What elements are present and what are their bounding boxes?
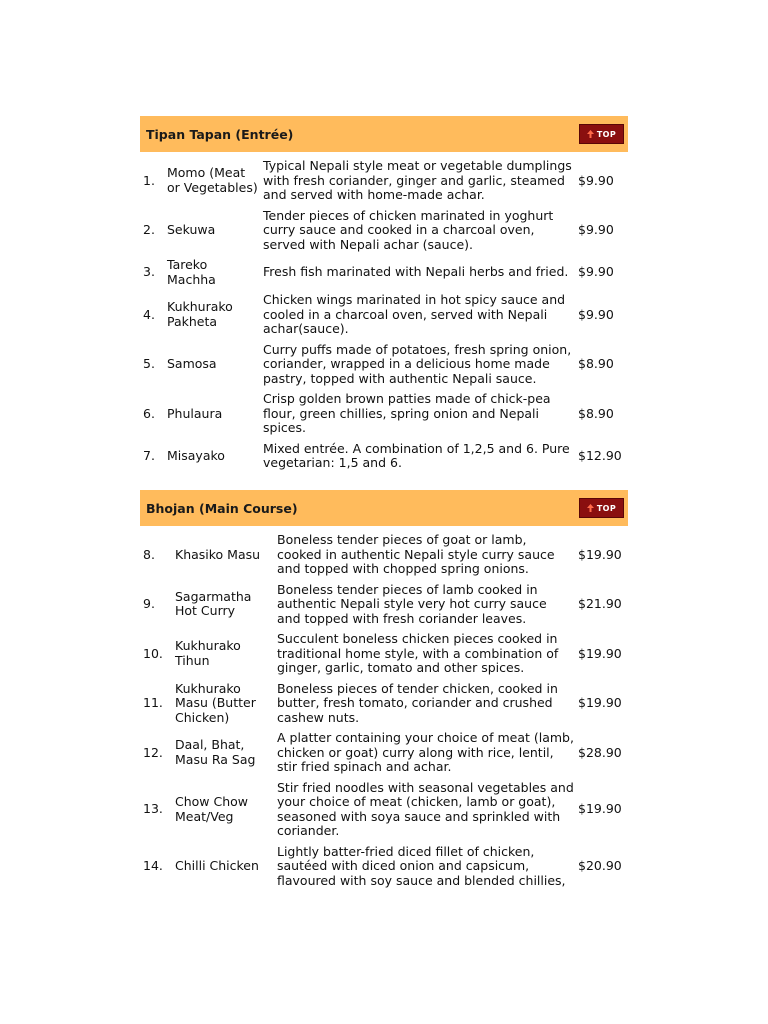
item-number: 14. [143, 858, 163, 873]
menu-item-row [140, 580, 628, 630]
arrow-up-icon [587, 504, 594, 512]
item-price: $9.90 [578, 264, 614, 280]
top-button-label: TOP [596, 129, 617, 139]
item-price: $28.90 [578, 744, 622, 760]
item-number: 4. [143, 306, 155, 322]
menu-item-row [140, 290, 628, 340]
menu-item-row [140, 389, 628, 439]
arrow-up-icon [587, 130, 594, 138]
item-name: Kukhurako Pakheta [167, 299, 233, 329]
item-description: Boneless tender pieces of lamb cooked in authentic Nepali style very hot curry sauce and topped with fresh coriander leaves. [277, 581, 547, 626]
item-description: Boneless pieces of tender chicken, cooked in butter, fresh tomato, coriander and crushed cashew nuts. [277, 680, 558, 725]
menu-item-row [140, 629, 628, 679]
item-name: Momo (Meat or Vegetables) [167, 165, 258, 195]
menu-item-row [140, 728, 628, 778]
item-name: Chow Chow Meat/Veg [175, 794, 249, 824]
menu-item-row [140, 530, 628, 580]
item-number: 2. [143, 222, 155, 237]
entree-list [140, 156, 628, 474]
item-name: Tareko Machha [167, 257, 216, 287]
item-description: Typical Nepali style meat or vegetable dumplings with fresh coriander, ginger and garlic, steamed and served with home-made achar. [263, 158, 572, 202]
item-price: $19.90 [578, 546, 622, 562]
item-description: Boneless tender pieces of goat or lamb, cooked in authentic Nepali style curry sauce and topped with chopped spring onions. [277, 532, 555, 576]
main-course-list [140, 530, 628, 891]
item-name: Misayako [167, 447, 225, 463]
item-name: Sagarmatha Hot Curry [175, 588, 252, 619]
item-name: Daal, Bhat, Masu Ra Sag [175, 737, 256, 767]
item-price: $9.90 [578, 222, 614, 237]
item-price: $9.90 [578, 172, 614, 188]
menu-item-row [140, 679, 628, 729]
menu-item-row [140, 340, 628, 390]
item-price: $21.90 [578, 596, 622, 611]
menu-item-row [140, 255, 628, 290]
item-name: Chilli Chicken [175, 858, 259, 873]
item-price: $12.90 [578, 447, 622, 463]
item-number: 1. [143, 172, 155, 188]
menu-item-row [140, 439, 628, 474]
entree-section-title: Tipan Tapan (Entrée) [146, 126, 294, 142]
item-name: Kukhurako Masu (Butter Chicken) [175, 680, 256, 725]
item-number: 9. [143, 596, 155, 611]
entree-section-header [140, 116, 628, 152]
item-name: Phulaura [167, 405, 223, 421]
item-description: Curry puffs made of potatoes, fresh spring onion, coriander, wrapped in a delicious home made pastry, topped with authentic Nepali sauce. [263, 341, 572, 386]
item-description: Mixed entrée. A combination of 1,2,5 and 6. Pure vegetarian: 1,5 and 6. [263, 440, 570, 470]
top-button-label: TOP [596, 503, 617, 513]
item-description: Tender pieces of chicken marinated in yoghurt curry sauce and cooked in a charcoal oven, served with Nepali achar (sauce). [263, 207, 554, 252]
main-course-section [140, 490, 628, 891]
item-price: $19.90 [578, 695, 622, 710]
item-description: Stir fried noodles with seasonal vegetables and your choice of meat (chicken, lamb or goat), seasoned with soya sauce and sprinkled with coriander. [277, 779, 574, 838]
main-course-section-title: Bhojan (Main Course) [146, 500, 298, 516]
item-number: 13. [143, 801, 163, 817]
item-description: Fresh fish marinated with Nepali herbs and fried. [263, 264, 569, 280]
item-price: $20.90 [578, 858, 622, 873]
item-name: Khasiko Masu [175, 546, 261, 562]
entree-section [140, 116, 628, 474]
item-description: A platter containing your choice of meat (lamb, chicken or goat) curry along with rice, lentil, stir fried spinach and achar. [277, 730, 574, 774]
menu-item-row [140, 842, 628, 892]
item-name: Samosa [167, 356, 217, 371]
item-price: $19.90 [578, 801, 622, 817]
item-name: Sekuwa [167, 222, 216, 237]
menu-item-row [140, 156, 628, 206]
menu-item-row [140, 206, 628, 256]
item-number: 8. [143, 546, 155, 562]
main-course-section-header [140, 490, 628, 526]
item-number: 11. [143, 695, 163, 710]
item-number: 12. [143, 744, 163, 760]
item-number: 10. [143, 645, 163, 661]
item-number: 3. [143, 264, 155, 280]
main-course-top-button[interactable] [579, 498, 624, 518]
item-number: 5. [143, 356, 155, 371]
item-description: Crisp golden brown patties made of chick-pea flour, green chillies, spring onion and Nepali spices. [263, 391, 551, 435]
item-price: $8.90 [578, 405, 614, 421]
item-description: Chicken wings marinated in hot spicy sauce and cooled in a charcoal oven, served with Nepali achar(sauce). [263, 292, 566, 336]
entree-top-button[interactable] [579, 124, 624, 144]
item-number: 7. [143, 447, 155, 463]
item-price: $8.90 [578, 356, 614, 371]
menu-item-row [140, 778, 628, 842]
item-name: Kukhurako Tihun [175, 638, 241, 668]
item-price: $19.90 [578, 645, 622, 661]
item-price: $9.90 [578, 306, 614, 322]
item-description: Succulent boneless chicken pieces cooked in traditional home style, with a combination of ginger, garlic, tomato and other spices. [277, 631, 559, 675]
item-description: Lightly batter-fried diced fillet of chicken, sautéed with diced onion and capsicum, flavoured with soy sauce and blended chillies, [277, 843, 566, 888]
item-number: 6. [143, 405, 155, 421]
